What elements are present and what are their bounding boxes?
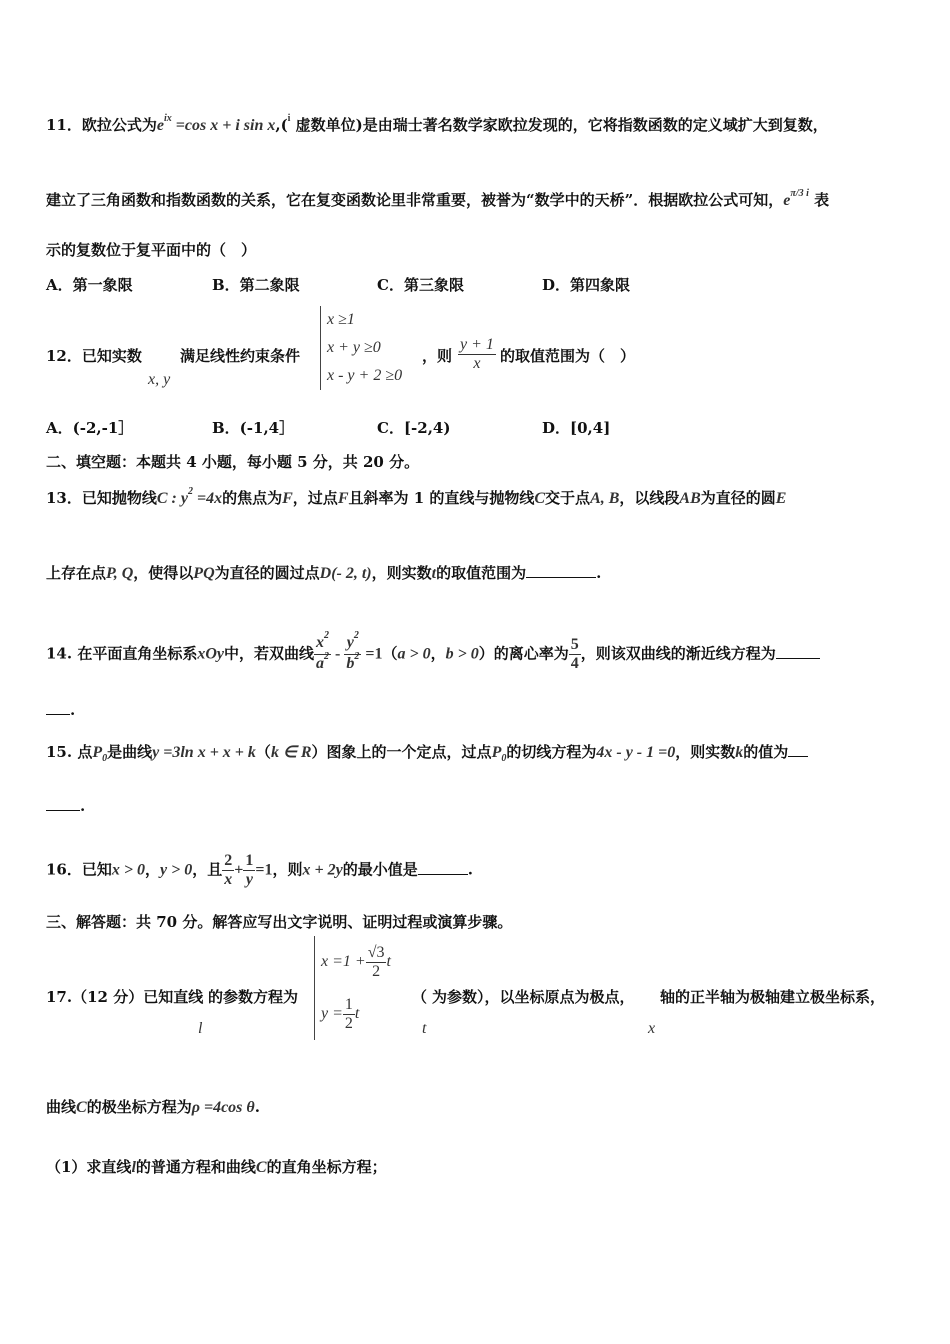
- q12-option-d: D．[0,4]: [542, 419, 611, 437]
- q15-answer-blank-b[interactable]: [46, 796, 80, 811]
- q14-line1: 14. 在平面直角坐标系xOy中，若双曲线 $\frac{x^2}{a^2}$ - $\frac{y^2}{b^2}$ =1（a > 0，b > 0）的离心率为 $\frac{5}{4}$ ，则该双曲线的渐近线方程为: [46, 634, 910, 675]
- q12-ratio: $\frac{y + 1}{x}$: [460, 336, 494, 372]
- q14-line2: .: [46, 700, 910, 720]
- q13-line2: 上存在点P, Q，使得以PQ为直径的圆过点D(- 2, t)，则实数t的取值范围为 .: [46, 564, 602, 582]
- parabola-eq: C : $y^2 =4x$: [156, 486, 223, 507]
- q12-text-d: 的取值范围为（ ）: [500, 347, 636, 365]
- q11-text: 11．欧拉公式为: [46, 116, 157, 134]
- q11-option-b: B．第二象限: [212, 276, 300, 294]
- q13-line1: 13．已知抛物线C : $y^2 =4x$的焦点为F，过点F且斜率为 1 的直线与抛物线C交于点A, B，以线段AB为直径的圆E: [46, 486, 787, 507]
- q16-answer-blank[interactable]: [418, 860, 468, 875]
- q12-text-a: 12．已知实数: [46, 347, 142, 365]
- q17-line-l: l: [198, 1020, 203, 1037]
- focus-f: F: [282, 490, 293, 507]
- q12-vars: x, y: [148, 371, 171, 388]
- q17-axis-x: x: [648, 1020, 656, 1037]
- q17-text-a: 17.（12 分）已知直线: [46, 988, 204, 1006]
- q14-answer-blank-a[interactable]: [776, 644, 820, 659]
- q12-text-b: 满足线性约束条件: [180, 347, 301, 365]
- q11-line2: 建立了三角函数和指数函数的关系，它在复变函数论里非常重要，被誉为“数学中的天桥”．根据欧拉公式可知，$e^{\pi/3 i}$ 表: [46, 188, 830, 209]
- hyperbola-frac-y: $\frac{y^2}{b^2}$: [344, 634, 361, 675]
- q15-line2: .: [46, 796, 910, 816]
- q11-option-c: C．第三象限: [377, 276, 464, 294]
- q11-option-a: A．第一象限: [46, 276, 133, 294]
- point-d: D(- 2, t): [319, 565, 372, 582]
- q14-answer-blank-b[interactable]: [46, 700, 70, 715]
- q17-text-b: 的参数方程为: [208, 988, 299, 1006]
- euler-formula: $e^{ix} =\cos$ x + i sin x: [156, 113, 276, 134]
- q15-answer-blank-a[interactable]: [788, 742, 808, 757]
- hyperbola-frac-x: $\frac{x^2}{a^2}$: [314, 634, 331, 675]
- q12-constraint-system: x ≥1 x + y ≥0 x - y + 2 ≥0: [320, 306, 402, 390]
- q12-option-a: A．(-2,-1］: [46, 419, 134, 437]
- q17-text-d: 为参数），以坐标原点为极点，: [432, 988, 635, 1006]
- eccentricity-frac: $\frac{5}{4}$: [570, 636, 579, 672]
- tangent-eq: 4x - y - 1 =0: [596, 744, 676, 761]
- q17-line2: 曲线C的极坐标方程为ρ =4cos θ.: [46, 1098, 260, 1116]
- q17-param-t: t: [422, 1020, 427, 1037]
- q15-line1: 15. 点$P_0$是曲线y =3ln x + x + k（k ∈ R）图象上的一个定点，过点$P_0$的切线方程为4x - y - 1 =0，则实数k的值为: [46, 742, 910, 765]
- polar-eq: ρ =4cos θ: [191, 1099, 255, 1116]
- q12-option-c: C．[-2,4): [377, 419, 451, 437]
- section3-heading: 三、解答题：共 70 分。解答应写出文字说明、证明过程或演算步骤。: [46, 913, 513, 931]
- q17-part1: （1）求直线l的普通方程和曲线C的直角坐标方程；: [46, 1158, 387, 1176]
- euler-expression: $e^{\pi/3 i}$: [783, 188, 809, 209]
- imag-unit: i: [287, 113, 291, 124]
- q17-param-system: x =1 + $\frac{√3}{2}$ t y = $\frac{1}{2}$ t: [314, 936, 391, 1040]
- q11-line3: 示的复数位于复平面中的（ ）: [46, 241, 257, 259]
- q17-text-e: 轴的正半轴为极轴建立极坐标系，: [660, 988, 886, 1006]
- section2-heading: 二、填空题：本题共 4 小题，每小题 5 分，共 20 分。: [46, 453, 420, 471]
- q12-option-b: B．(-1,4］: [212, 419, 295, 437]
- q13-answer-blank[interactable]: [526, 563, 596, 578]
- q12-text-c: ，则: [422, 347, 453, 365]
- q11-line1: 11．欧拉公式为$e^{ix} =\cos$ x + i sin x,($^i$ 虚数单位)是由瑞士著名数学家欧拉发现的，它将指数函数的定义域扩大到复数，: [46, 113, 828, 134]
- curve-eq: y =3ln x + x + k: [152, 744, 256, 761]
- q16-line: 16．已知x > 0，y > 0，且 $\frac{2}{x}$ + $\frac{1}{y}$ =1，则x + 2y的最小值是 .: [46, 852, 473, 888]
- q11-option-d: D．第四象限: [542, 276, 631, 294]
- q17-text-c: （: [412, 988, 428, 1006]
